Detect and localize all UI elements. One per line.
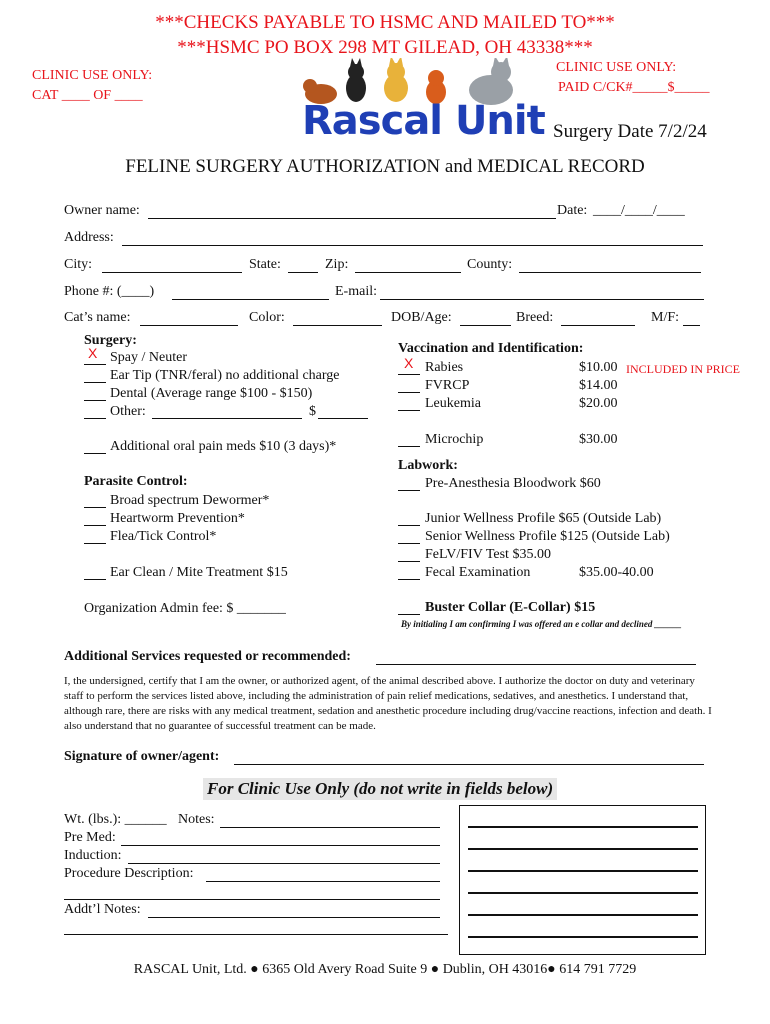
- mf-label: M/F:: [651, 310, 680, 325]
- dental-label: Dental (Average range $100 - $150): [110, 386, 313, 401]
- spay-blank[interactable]: [84, 364, 106, 365]
- clinic-use-left-2: CAT ____ OF ____: [32, 88, 143, 103]
- address-field[interactable]: [122, 245, 703, 246]
- box-line: [468, 892, 698, 894]
- clinic-notes-box[interactable]: [459, 805, 706, 955]
- email-label: E-mail:: [335, 284, 377, 299]
- fecal-label: Fecal Examination: [425, 565, 531, 580]
- dewormer-blank[interactable]: [84, 507, 106, 508]
- felv-blank[interactable]: [398, 561, 420, 562]
- clinic-use-left-1: CLINIC USE ONLY:: [32, 68, 153, 83]
- other-label: Other:: [110, 404, 146, 419]
- footer-address: RASCAL Unit, Ltd. ● 6365 Old Avery Road Suite 9 ● Dublin, OH 43016● 614 791 7729: [133, 962, 637, 977]
- mf-field[interactable]: [683, 325, 700, 326]
- address-label: Address:: [64, 230, 114, 245]
- state-label: State:: [249, 257, 281, 272]
- color-label: Color:: [249, 310, 285, 325]
- collar-label: Buster Collar (E-Collar) $15: [425, 600, 596, 615]
- ear-clean-label: Ear Clean / Mite Treatment $15: [110, 565, 288, 580]
- surgery-date: Surgery Date 7/2/24: [553, 121, 707, 142]
- box-line: [468, 826, 698, 828]
- induction-label: Induction:: [64, 848, 122, 863]
- cat-name-label: Cat’s name:: [64, 310, 131, 325]
- senior-blank[interactable]: [398, 543, 420, 544]
- procedure-field-2[interactable]: [64, 899, 440, 900]
- pre-med-label: Pre Med:: [64, 830, 116, 845]
- rabies-blank[interactable]: [398, 374, 420, 375]
- parasite-heading: Parasite Control:: [84, 474, 188, 489]
- box-line: [468, 914, 698, 916]
- flea-label: Flea/Tick Control*: [110, 529, 217, 544]
- junior-blank[interactable]: [398, 525, 420, 526]
- box-line: [468, 936, 698, 938]
- clinic-use-right-1: CLINIC USE ONLY:: [556, 60, 677, 75]
- clinic-use-title: For Clinic Use Only (do not write in fields below): [203, 778, 557, 800]
- email-field[interactable]: [380, 299, 704, 300]
- owner-name-label: Owner name:: [64, 203, 140, 218]
- included-note: INCLUDED IN PRICE: [626, 362, 740, 376]
- additional-services-label: Additional Services requested or recommended:: [64, 649, 351, 664]
- induction-field[interactable]: [128, 863, 440, 864]
- cat-name-field[interactable]: [140, 325, 238, 326]
- flea-blank[interactable]: [84, 543, 106, 544]
- ear-clean-blank[interactable]: [84, 579, 106, 580]
- labwork-heading: Labwork:: [398, 458, 458, 473]
- admin-fee[interactable]: Organization Admin fee: $ _______: [84, 601, 286, 616]
- city-field[interactable]: [102, 272, 242, 273]
- header-line-2: ***HSMC PO BOX 298 MT GILEAD, OH 43338***: [177, 37, 593, 58]
- fecal-blank[interactable]: [398, 579, 420, 580]
- zip-field[interactable]: [355, 272, 461, 273]
- other-blank[interactable]: [84, 418, 106, 419]
- rascal-unit-logo: [296, 58, 545, 148]
- signature-field[interactable]: [234, 764, 704, 765]
- dental-blank[interactable]: [84, 400, 106, 401]
- spay-mark: X: [88, 345, 98, 361]
- vaccination-heading: Vaccination and Identification:: [398, 341, 584, 356]
- pre-med-field[interactable]: [121, 845, 440, 846]
- phone-field[interactable]: [172, 299, 329, 300]
- pre-anesthesia-label: Pre-Anesthesia Bloodwork $60: [425, 476, 601, 491]
- state-field[interactable]: [288, 272, 318, 273]
- box-line: [468, 848, 698, 850]
- dob-field[interactable]: [460, 325, 511, 326]
- pain-meds-blank[interactable]: [84, 453, 106, 454]
- procedure-field[interactable]: [206, 881, 440, 882]
- microchip-blank[interactable]: [398, 446, 420, 447]
- spay-label: Spay / Neuter: [110, 350, 187, 365]
- pain-meds-label: Additional oral pain meds $10 (3 days)*: [110, 439, 337, 454]
- microchip-label: Microchip: [425, 432, 484, 447]
- felv-label: FeLV/FIV Test $35.00: [425, 547, 551, 562]
- logo-text: Rascal Unit: [302, 98, 545, 144]
- header-line-1: ***CHECKS PAYABLE TO HSMC AND MAILED TO***: [155, 12, 615, 33]
- breed-field[interactable]: [561, 325, 635, 326]
- leukemia-price: $20.00: [579, 396, 618, 411]
- heartworm-blank[interactable]: [84, 525, 106, 526]
- addtl-notes-field[interactable]: [148, 917, 440, 918]
- notes-label: Notes:: [178, 812, 215, 827]
- junior-label: Junior Wellness Profile $65 (Outside Lab): [425, 511, 662, 526]
- procedure-label: Procedure Description:: [64, 866, 194, 881]
- fvrcp-label: FVRCP: [425, 378, 470, 393]
- collar-note: By initialing I am confirming I was offered an e collar and declined ______: [401, 619, 682, 629]
- color-field[interactable]: [293, 325, 382, 326]
- other-dollar: $: [309, 404, 316, 419]
- fecal-price: $35.00-40.00: [579, 565, 654, 580]
- rabies-price: $10.00: [579, 360, 618, 375]
- collar-blank[interactable]: [398, 614, 420, 615]
- city-label: City:: [64, 257, 93, 272]
- surgery-heading: Surgery:: [84, 333, 137, 348]
- pre-anesthesia-blank[interactable]: [398, 490, 420, 491]
- date-label: Date:: [557, 203, 588, 218]
- clinic-use-right-2: PAID C/CK#_____$_____: [558, 80, 710, 95]
- heartworm-label: Heartworm Prevention*: [110, 511, 245, 526]
- signature-label: Signature of owner/agent:: [64, 749, 220, 764]
- fvrcp-blank[interactable]: [398, 392, 420, 393]
- dob-label: DOB/Age:: [391, 310, 452, 325]
- notes-field[interactable]: [220, 827, 440, 828]
- form-title: FELINE SURGERY AUTHORIZATION and MEDICAL RECORD: [125, 156, 645, 177]
- rabies-label: Rabies: [425, 360, 464, 375]
- rabies-mark: X: [404, 355, 414, 371]
- addtl-notes-field-2[interactable]: [64, 934, 448, 935]
- ear-tip-blank[interactable]: [84, 382, 106, 383]
- other-amount-field[interactable]: [318, 418, 368, 419]
- county-field[interactable]: [519, 272, 701, 273]
- microchip-price: $30.00: [579, 432, 618, 447]
- other-field[interactable]: [152, 418, 302, 419]
- leukemia-label: Leukemia: [425, 396, 481, 411]
- owner-name-field[interactable]: [148, 218, 556, 219]
- ear-tip-label: Ear Tip (TNR/feral) no additional charge: [110, 368, 340, 383]
- box-line: [468, 870, 698, 872]
- phone-label: Phone #: (____): [64, 284, 155, 299]
- wt-label: Wt. (lbs.): ______: [64, 812, 167, 827]
- dewormer-label: Broad spectrum Dewormer*: [110, 493, 270, 508]
- addtl-notes-label: Addt’l Notes:: [64, 902, 141, 917]
- county-label: County:: [467, 257, 513, 272]
- date-field[interactable]: ____/____/____: [593, 203, 685, 218]
- senior-label: Senior Wellness Profile $125 (Outside Lab): [425, 529, 670, 544]
- leukemia-blank[interactable]: [398, 410, 420, 411]
- additional-services-field[interactable]: [376, 664, 696, 665]
- fvrcp-price: $14.00: [579, 378, 618, 393]
- zip-label: Zip:: [325, 257, 349, 272]
- breed-label: Breed:: [516, 310, 554, 325]
- authorization-text: I, the undersigned, certify that I am the owner, or authorized agent, of the animal described above. I authorize the doctor on duty and veterinary staff to perform the services listed above, including the administration of pain relief medications, sedatives, and anesthetics. I understand that, although rare, there are risks with any medical treatment, sedation and anesthetic procedure including drug/vaccine reactions, infection and death. I also understand that no guarantee of successful treatment can be made.: [64, 675, 712, 732]
